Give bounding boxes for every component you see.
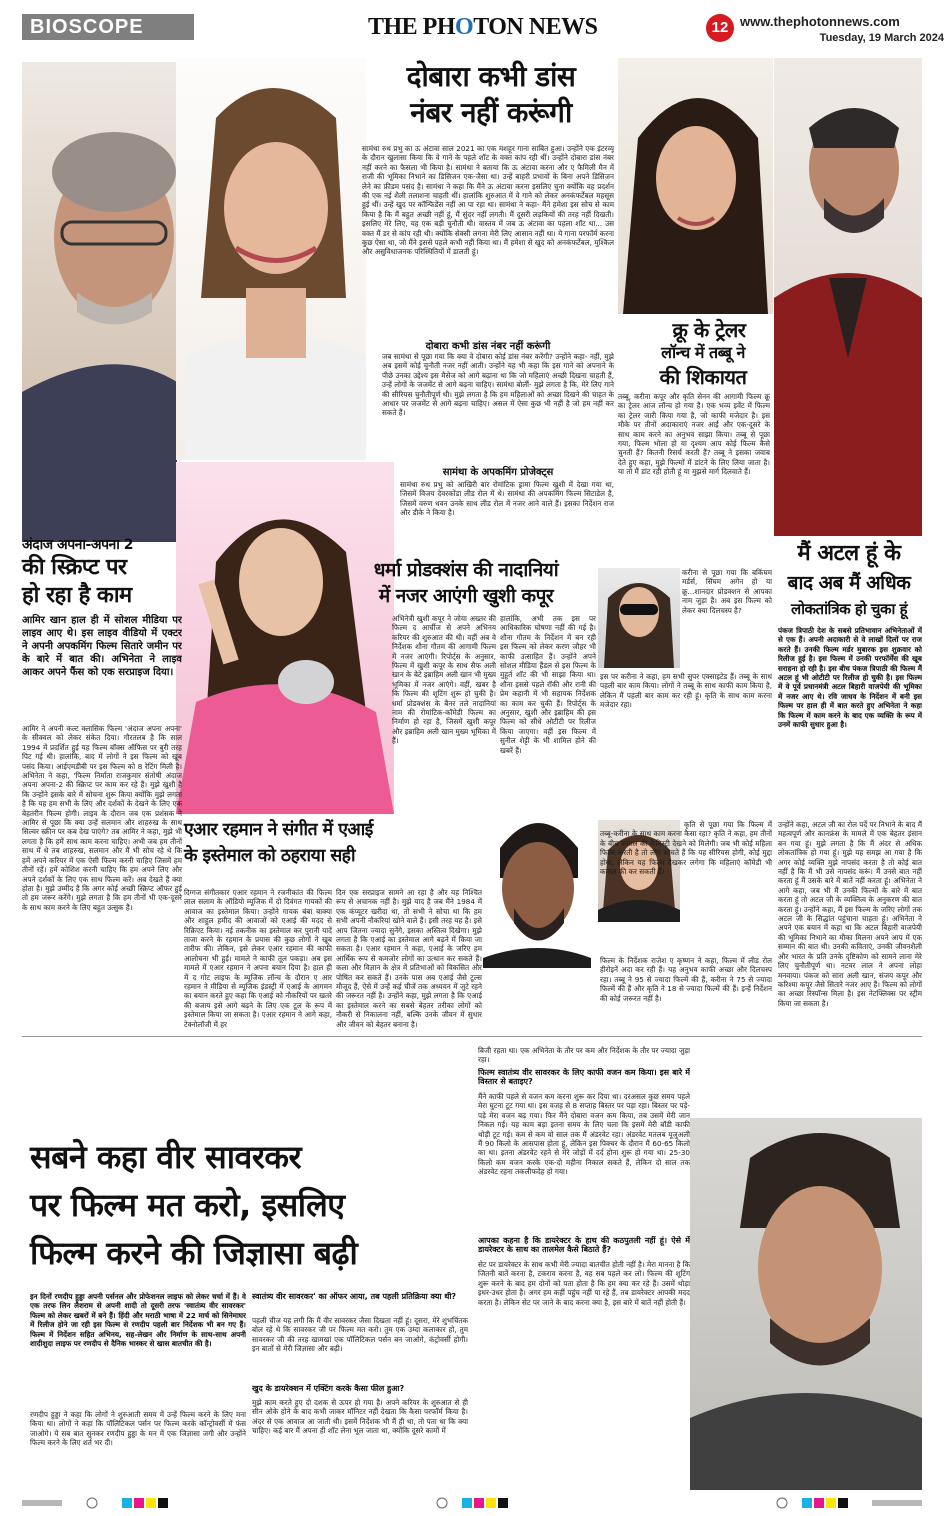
randeep-headline-line-2: पर फिल्म मत करो, इसलिए — [30, 1186, 345, 1224]
samantha-subhead-1: दोबारा कभी डांस नंबर नहीं करूंगी — [425, 341, 551, 352]
pankaj-lead: पंकज त्रिपाठी देश के सबसे प्रतिभावान अभिनेताओं में से एक हैं। अपनी अदाकारी से वे लाखों दिलों पर राज करते हैं। उनकी फिल्म मर्डर मुबारक इस शुक्रवार को रिलीज हुई है। इस फिल्म में उनकी परफॉर्मेंस की खूब सराहना हो रही है। इस बीच पंकज त्रिपाठी की फिल्म मैं अटल हूं भी ओटीटी पर रिलीज हो चुकी है। इस फिल्म में वे पूर्व प्रधानमंत्री अटल बिहारी वाजपेयी की भूमिका में नजर आए थे। रवि जाधव के निर्देशन में बनी इस फिल्म पर हाल ही में बात करते हुए अभिनेता ने कहा कि फिल्म में काम करने के बाद एक व्यक्ति के रूप में उनमें काफी सुधार हुआ है। — [778, 626, 922, 730]
randeep-q4: आपका कहना है कि डायरेक्टर के हाथ की कठपुतली नहीं हूं। ऐसे में डायरेक्टर के साथ का तालमेल कैसे बिठाते हैं? — [478, 1236, 690, 1255]
director-body: फिल्म के निर्देशक राजेश ए कृष्णन ने कहा, फिल्म में लीड रोल हीरोइनें अदा कर रही हैं। यह अनुभव काफी अच्छा और दिलचस्प रहा। तब्बू ने 95 से ज्यादा फिल्में की हैं, करीना ने 75 से ज्यादा फिल्में की हैं और कृति ने 18 से ज्यादा फिल्में की हैं। इन्हें निर्देशन की कोई जरूरत नहीं है। — [600, 956, 772, 1003]
rahman-photo — [478, 798, 596, 968]
khushi-body-2: हालांकि, अभी तक इस पर आधिकारिक घोषणा नहीं की गई है। शौना गौतम के निर्देशन में बन रही इस फिल्म को लेकर करण जौहर भी काफी उत्साहित हैं। उन्होंने अपने सोशल मीडिया हैंडल से इस फिल्म के मुहूर्त शॉट की भी साझा किया था। शौना इससे पहले रॉकी और रानी की प्रेम कहानी में भी सहायक निर्देशक का काम कर चुकी हैं। रिपोर्ट्स के अनुसार, खुशी और इब्राहिम की इस फिल्म को सीधे ओटीटी पर रिलीज किया जाएगा। वहीं इस फिल्म में सुनील शेट्टी के भी शामिल होने की खबरें हैं। — [500, 614, 596, 755]
pankaj-photo — [774, 58, 922, 536]
print-registration-strip — [22, 1494, 922, 1510]
issue-date: Tuesday, 19 March 2024 — [819, 32, 944, 44]
aamir-headline-line-1: की स्क्रिप्ट पर — [22, 555, 127, 580]
randeep-a1: पहली चीज यह लगी कि मैं वीर सावरकर जैसा दिखता नहीं हूं। दूसरा, मेरे शुभचिंतक बोल रहे थे कि सावरकर जी पर फिल्म मत करो। तुम एक उम्दा कलाकार हो, तुम सावरकर जी की तरह खामखां एक पॉलिटिकल पर्सन बन जाओगे, कंट्रोवर्सी होगी। इन बातों से मेरी जिज्ञासा और बढ़ी। — [252, 1316, 468, 1354]
kareena-photo — [598, 568, 680, 668]
tabu-headline-line-3: की शिकायत — [659, 365, 747, 389]
randeep-a3: मैंने काफी पहले से वजन कम करना शुरू कर दिया था। दरअसल कुछ समय पहले मेरा घुटना टूट गया था। इस वजह से 8 सप्ताह बिस्तर पर पड़ा रहा। बिस्तर पर पड़े-पड़े मेरा वजन बढ़ गया। फिर मैंने दोबारा वजन कम किया, तब उसमें मेरी जान निकल गई। यह काम बड़ा इतना समय के लिए चला कि इसमें मेरी बॉडी काफी थोड़ी टूट गई। कम से कम वो साल तक मैं अंडरवेट रहा। अंडरवेट मतलब यूजुअली मैं 90 किलो के आसपास होता हूं, लेकिन इस पिक्चर के दौरान मैं 60-65 किलो का था। इतना अंडरवेट रहने से मेरे जोड़ों में दर्द होना शुरू हो गया था। 25-30 किलो कम वजन करके एक-दो महीना निकाल सकते हैं, लेकिन दो साल तक अंडरवेट रहना तकलीफदेह हो गया। — [478, 1092, 690, 1177]
samantha-headline-line-2: नंबर नहीं करूंगी — [410, 96, 572, 129]
website-link[interactable]: www.thephotonnews.com — [740, 14, 900, 29]
section-bar — [22, 14, 194, 40]
rahman-headline-line-2: के इस्तेमाल को ठहराया सही — [184, 846, 356, 866]
rahman-body: दिग्गज संगीतकार एआर रहमान ने रजनीकांत की फिल्म लाल सलाम के ऑडियो म्यूजिक में दो दिवंगत गायकों की आवाज का इस्तेमाल किया। उन्होंने गायक बंबा बाक्या और शाहुल हमीद की आवाजों को एआई की मदद से रिक्रिएट किया। नई तकनीक का इस्तेमाल कर पुरानी यादें ताजा करने के रहमान के प्रयास की कुछ लोगों ने खूब तारीफ की। लेकिन, इसे लेकर एआर रहमान की काफी आलोचना भी हुई। मामले ने काफी तूल पकड़ा। अब इस मामले में एआर रहमान ने अपना बयान दिया है। हाल ही में द गोट लाइफ के म्यूजिक लॉन्च के दौरान ए आर रहमान ने मीडिया से म्यूजिक इंडस्ट्री में एआई के आगमन का बयान करते हुए कहा कि एआई को नौकरियों पर खतरे की बजाय इसे आगे बढ़ने के लिए एक टूल के रूप में इस्तेमाल किया जा सकता है। एआर रहमान ने आगे कहा, टेक्नोलॉजी में हर — [184, 888, 332, 1029]
kareena-body: करीना से पूछा गया कि बकिंघम मर्डर्स, सिंघम अगेन हो या क्रू...शानदार प्रोडक्शन से आपका नाम जुड़ा है। अब इस फिल्म को लेकर क्या दिलचस्प है? — [682, 568, 772, 615]
pankaj-body: उन्होंने कहा, अटल जी का रोल पर्दे पर निभाने के बाद मैं महत्वपूर्ण और कानफ्रंस के मामले में एक बेहतर इंसान बन गया हूं। मुझे लगता है कि मैं अंदर से अधिक लोकतांत्रिक हो गया हूं। मुझे यह समझ आ गया है कि अगर कोई व्यक्ति मुझे नापसंद करता है तो कोई बात नहीं है कि मैं भी उसे नापसंद करूं। मैं उनसे बात नहीं करता हूं मैं उसके बारे में बातें नहीं करता हूं। अभिनेता ने आगे कहा, जब भी मैं उनकी फिल्मों के बारे में बात करता हूं तो अटल जी के व्यक्तित्व के अनुकरण की बात करता हूं। उन्होंने कहा, मैं इस फिल्म के जरिए लोगों तक अटल जी के सिद्धांत पहुंचाना चाहता हूं। अभिनेता ने अपने एक बयान में कहा था कि अटल बिहारी वाजपेयी की भूमिका निभाने का मौका मिलना अपने आप में एक सम्मान की बात थी। उनकी कविताएं, उनकी जीवनशैली और भारत के प्रति उनके दृष्टिकोण को सामने लाना मेरे लिए चुनौतीपूर्ण था। नटवर लाल ने अपना लोहा मनवाया। पंकज को सारा अली खान, संजय कपूर और करिश्मा कपूर जैसे सितारे नजर आए हैं। फिल्म को लोगों का अच्छा रिस्पॉन्स मिला है। इस नेटफ्लिक्स पर स्ट्रीम किया जा सकता है। — [778, 820, 922, 1008]
pankaj-headline-line-3: लोकतांत्रिक हो चुका हूं — [790, 600, 908, 618]
khushi-photo — [176, 462, 394, 814]
randeep-q2: खुद के डायरेक्शन में एक्टिंग करके कैसा फील हुआ? — [252, 1384, 405, 1393]
rahman-body-2: दिन एक सरप्राइज सामने आ रहा है और यह निश्चित रूप से अचानक नहीं है। मुझे याद है जब मैंने 1984 में एक कंप्यूटर खरीदा था, तो सभी ने सोचा था कि हम सभी अपनी नौकरियां खोने वाले हैं। इसी तरह यह है। इसे आप जितना ज्यादा सुनेंगे, इसका अस्तित्व दिखेगा। मुझे लगता है कि एआई का इस्तेमाल आगे बढ़ने में किया जा सकता है। एआर रहमान ने कहा, एआई के जरिए हम आर्थिक रूप से कमजोर लोगों का उत्थान कर सकते हैं। कला और विज्ञान के क्षेत्र में प्रतिभाओं को विकसित और पोषित कर सकते हैं। उनके पास अब एआई जैसे टूल्स मौजूद हैं, ऐसे में उन्हें कई चीजें तक अध्ययन में जुटे रहने की जरूरत नहीं है। उन्होंने कहा, मुझे लगता है कि एआई का इस्तेमाल करने का सबसे बेहतर तरीका लोगों को नौकरी से निकालना नहीं, बल्कि उनके जीवन में सुधार और जीवन को बेहतर बनाना है। — [336, 888, 482, 1029]
randeep-a2-continued: बिजी रहता था। एक अभिनेता के तौर पर कम और निर्देशक के तौर पर ज्यादा जुड़ा रहा। — [478, 1046, 690, 1065]
page-number-badge — [706, 14, 734, 42]
brand-part-1: THE PH — [368, 14, 456, 40]
randeep-headline-line-1: सबने कहा वीर सावरकर — [30, 1138, 302, 1176]
brand-o-globe-icon: O — [455, 14, 474, 40]
tabu-headline-line-1: क्रू के ट्रेलर — [672, 318, 746, 342]
khushi-headline-line-1: धर्मा प्रोडक्शंस की नादानियां — [373, 559, 559, 581]
randeep-headline-line-3: फिल्म करने की जिज्ञासा बढ़ी — [30, 1234, 358, 1272]
samantha-body-2: जब सामंथा से पूछा गया कि क्या वे दोबारा कोई डांस नंबर करेंगी? उन्होंने कहा- नहीं, मुझे अब इसमें कोई चुनौती नजर नहीं आती। उन्होंने यह भी कहा कि इस गाने को अपनाने के पीछे उनका उद्देश्य इस मैसेज को आगे बढ़ाना था कि जो महिलाएं अच्छी दिखना चाहती हैं, उन्हें लोगों के जजमेंट से आगे बढ़ना चाहिए। सामंथा बोलीं- मुझे लगता है कि, मेरे लिए गाने की सीरियस चुनौतीपूर्ण थी। मुझे लगता है कि हम महिलाओं को अच्छा दिखने की चाहत के आधार पर जजमेंट से आगे बढ़ना चाहिए। असल में ऐसा कुछ भी नहीं है जो हम नहीं कर सकते हैं। — [382, 352, 614, 418]
randeep-photo — [690, 1118, 922, 1490]
tabu-body: तब्बू, करीना कपूर और कृति सेनन की आगामी फिल्म क्रू का ट्रेलर आज लॉन्च हो गया है। एक भव्य इवेंट में फिल्म का ट्रेलर जारी किया गया है, जो काफी मजेदार है। इस मौके पर तीनों अदाकाराएं नजर आईं और एक-दूसरे के साथ काम करने का अनुभव साझा किया। तब्बू से पूछा गया, फिल्म भोला हो या दृश्यम आप कोई फिल्म कैसे चुनती हैं? कितनी रिसर्च करती हैं? तब्बू ने इसका जवाब देते हुए कहा, मुझे फिल्मों में डांटने के लिए लिया जाता है। या तो मैं डांट रही होती हूं या मुझसे मार्ग दिलवाते हैं। — [618, 392, 770, 477]
aamir-photo — [22, 62, 177, 542]
randeep-a2: मुझे काम करते हुए दो दशक से ऊपर हो गया है। अपने करियर के शुरुआत से ही सीन ओके होने के बाद कभी जाकर मॉनिटर नहीं देखता कि कैसा परफॉर्म किया है। अंदर से एक आवाज आ जाती थी। इसमें निर्देशक भी मैं ही था, तो पता था कि क्या चाहिए। कई बार मैं अपना ही शॉट लेना भूल जाता था, क्योंकि दूसरे कामों में — [252, 1398, 468, 1436]
section-label: BIOSCOPE — [30, 16, 144, 38]
randeep-q3: फिल्म स्वातंत्र्य वीर सावरकर के लिए काफी वजन कम किया। इस बारे में विस्तार से बताइए? — [478, 1068, 690, 1087]
kareena-body-2: इस पर करीना ने कहा, हम सभी सुपर एक्साइटेड हैं। तब्बू के साथ पहली बार काम किया। लोगों ने तब्बू के साथ काफी काम किया है, लेकिन मैं पहली बार काम कर रही हूं। कृति के साथ काम करना मजेदार रहा। — [600, 672, 772, 710]
randeep-q1: स्वातंत्र्य वीर सावरकर' का ऑफर आया, तब पहली प्रतिक्रिया क्या थी? — [252, 1292, 457, 1301]
samantha-headline-line-1: दोबारा कभी डांस — [406, 60, 576, 93]
aamir-kicker: अंदाज अपना-अपना 2 — [22, 537, 134, 553]
kriti-body: कृति से पूछा गया कि फिल्म में तब्बू-करीना के साथ काम करना कैसा रहा? कृति ने कहा, हम तीनों के बीच कमाल की केमिस्ट्री देखने को मिलेगी। जब भी कोई महिला फिल्म करती है तो लोग सोचते हैं कि यह सीरियस होगी, कोई मुद्दा होगा, लेकिन यह फिल्म देखकर लगेगा कि महिलाएं कॉमेडी भी कमाल की कर सकती हैं। — [600, 820, 772, 877]
tabu-photo — [618, 58, 773, 314]
aamir-body: आमिर ने अपनी कल्ट क्लासिक फिल्म 'अंदाज अपना अपना' के सीक्वल को लेकर संकेत दिया। गौरतलब है कि साल 1994 में प्रदर्शित हुई यह फिल्म बॉक्स ऑफिस पर बुरी तरह पिट गई थी। हालांकि, बाद में लोगों ने इस फिल्म को खूब पसंद किया। आईएमडीबी पर इस फिल्म को 8 रेटिंग मिली है। अभिनेता ने कहा, 'फिल्म निर्माता राजकुमार संतोषी अंदाज अपना अपना-2 की स्क्रिप्ट पर काम कर रहे हैं। मुझे खुशी है कि उन्होंने इसके बारे में सोचना शुरू किया क्योंकि मुझे लगता है कि यह हम सभी के लिए और दर्शकों के देखने के लिए एक बेहतरीन फिल्म होगी। लाइव के दौरान जब एक प्रशंसक ने आमिर से पूछा कि क्या उन्हें सलमान और शाहरुख के साथ सिल्वर स्क्रीन पर कब देख पाएंगे? तब आमिर ने कहा, मुझे भी लगता है कि हमें साथ काम करना चाहिए। अभी जब हम तीनों साथ में थे तब शाहरुख, सलमान और मैं भी सोच रहे थे कि हमें अपने करियर में एक ऐसी फिल्म करनी चाहिए जिसमें हम तीनों रहें। हमें कोशिश करनी चाहिए कि हम अपने लिए और अपने दर्शकों के लिए एक साथ फिल्म करें। अब देखते हैं क्या होता है। मुझे उम्मीद है कि अगर कोई अच्छी स्क्रिप्ट ऑफर हुई तो हम जरूर करेंगे। मुझे लगता है कि हम तीनों भी एक-दूसरे के साथ काम करने के लिए बहुत उत्सुक हैं। — [22, 724, 182, 912]
page-number: 12 — [711, 19, 729, 36]
samantha-photo — [176, 58, 366, 460]
rahman-headline-line-1: एआर रहमान ने संगीत में एआई — [184, 820, 373, 840]
samantha-body-3: सामंथा रुथ प्रभु को आखिरी बार रोमांटिक ड्रामा फिल्म खुशी में देखा गया था, जिसमें विजय देवरकोंडा लीड रोल में थे। सामंथा की अपकमिंग फिल्म सिटाडेल है, जिसमें वरुण धवन उनके साथ लीड रोल में नजर आने वाले हैं। इसका निर्देशन राज और डीके ने किया है। — [400, 480, 614, 518]
randeep-lead: इन दिनों रणदीप हुड्डा अपनी पर्सनल और प्रोफेशनल लाइफ को लेकर चर्चा में हैं। वे एक तरफ लिन लैशराम से अपनी शादी तो दूसरी तरफ 'स्वातंत्र्य वीर सावरकर' फिल्म को लेकर खबरों में बने हैं। हिंदी और मराठी भाषा में 22 मार्च को सिनेमाघर में रिलीज होने जा रही इस फिल्म से रणदीप पहली बार निर्देशक भी बन गए हैं। फिल्म में निर्देशन सहित अभिनय, सह-लेखन और निर्माण के साथ-साथ अपनी शादीशुदा लाइफ पर रणदीप से दैनिक भास्कर से खास बातचीत की है। — [30, 1292, 246, 1349]
tabu-headline-line-2: लॉन्च में तब्बू ने — [661, 343, 745, 362]
samantha-subhead-2: सामंथा के अपकमिंग प्रोजेक्ट्स — [442, 467, 554, 478]
brand-part-2: TON NEWS — [473, 14, 598, 40]
aamir-headline-line-2: हो रहा है काम — [22, 583, 132, 608]
khushi-headline-line-2: में नजर आएंगी खुशी कपूर — [378, 585, 554, 607]
pankaj-headline-line-2: बाद अब मैं अधिक — [787, 572, 911, 594]
horizontal-divider — [22, 1036, 922, 1037]
khushi-body: अभिनेत्री खुशी कपूर ने जोया अख्तर की फिल्म द आर्चीज से अपने अभिनय करियर की शुरुआत की थी। वहीं अब वे निर्देशक शौना गौतम की आगामी फिल्म में नजर आएंगी। रिपोर्ट्स के अनुसार, फिल्म में खुशी कपूर के साथ सैफ अली खान के बेटे इब्राहिम अली खान भी मुख्य भूमिका में नजर आएंगे। वहीं, खबर है कि फिल्म की शूटिंग शुरू हो चुकी है। धर्मा प्रोडक्शंस के बैनर तले नादानियां नाम की रोमांटिक-कॉमेडी फिल्म का निर्माण हो रहा है, जिसमें खुशी कपूर और इब्राहिम अली खान मुख्य भूमिका में हैं। — [392, 614, 496, 746]
samantha-body: सामंथा रुथ प्रभु का ऊ अंटावा साल 2021 का एक मशहूर गाना साबित हुआ। उन्होंने एक इंटरव्यू के दौरान खुलासा किया कि वे गाने के पहले शॉट के वक्त कांप रही थीं। उन्होंने दोबारा डांस नंबर नहीं करने का फैसला भी किया है। सामंथा ने बताया कि ऊ अंटावा करना और ए फैमिली मैन में राजी की भूमिका निभाने का डिसिजन एक-जैसा था। उन्हें बाहरी प्रभावों के बिना अपने डिसिजन लेने का फ्रीडम पसंद है। सामंथा ने कहा कि मैंने ऊ अंटावा करना इसलिए चुना क्योंकि वह प्रदर्शन की एक नई शैली तलाशना चाहती थीं। हालांकि शुरुआत में वे गाने को लेकर अनकंफर्टेबल महसूस हुई थीं। उन्हें खुद पर कॉन्फिडेंस नहीं आ पा रहा था। सामंथा ने कहा- मैंने हमेशा इस सोच से काम किया है कि मैं बहुत अच्छी नहीं हूं, मैं सुंदर नहीं लगती। मैं दूसरी लड़कियों की तरह नहीं दिखती। इसलिए मेरे लिए, यह एक बड़ी चुनौती थी। वास्तव में जब ऊ अंटावा का पहला शॉट था... उस वक्त मैं डर से कांप रही थी। क्योंकि सेक्सी लगना मेरी लिए आसान नहीं था। ये गाना परफॉर्म करना कुछ ऐसा था, जो मैंने इससे पहले कभी नहीं किया था। मैं हमेशा से खुद को अनकंफर्टेबल, मुश्किल और असुविधाजनक परिस्थितियों में डालती हूं। — [362, 144, 614, 257]
brand-logo — [368, 14, 658, 44]
masthead — [0, 0, 945, 50]
aamir-lead: आमिर खान हाल ही में सोशल मीडिया पर लाइव आए थे। इस लाइव वीडियो में एक्टर ने अपनी अपकमिंग फिल्म सितारे जमीन पर के बारे में बात की। अभिनेता ने लाइव आकर अपने फैंस को एक सरप्राइज दिया। — [22, 615, 182, 678]
pankaj-headline-line-1: मैं अटल हूं के — [797, 541, 901, 566]
randeep-body: रणदीप हुड्डा ने कहा कि लोगों ने शुरुआती समय में उन्हें फिल्म करने के लिए मना किया था। लोगों ने कहा कि पॉलिटिकल पर्सन पर फिल्म करके कॉन्ट्रोवर्सी में फंस जाओगे। ये सब बात सुनकर रणदीप हुड्डा के मन में एक जिज्ञासा जगी और उन्होंने फिल्म करने के लिए शर्त भर दी। — [30, 1410, 246, 1448]
randeep-a4: सेट पर डायरेक्टर के साथ कभी मेरी ज्यादा बातचीत होती नहीं है। मेरा मानना है कि जितनी बातें करना है, टकराव करना है, वह सब पहले कर लो। फिल्म की शूटिंग शुरू करने के बाद हम दोनों को पता होता है कि हम क्या कर रहे हैं। उसमें थोड़ा इधर-उधर होता है। अगर हम कहीं पहुंच नहीं पा रहे हैं, तब डायरेक्टर आपकी मदद करता है। लेकिन सेट पर जाने के बाद करना क्या है, इस बारे में बातें नहीं होती हैं। — [478, 1260, 690, 1307]
